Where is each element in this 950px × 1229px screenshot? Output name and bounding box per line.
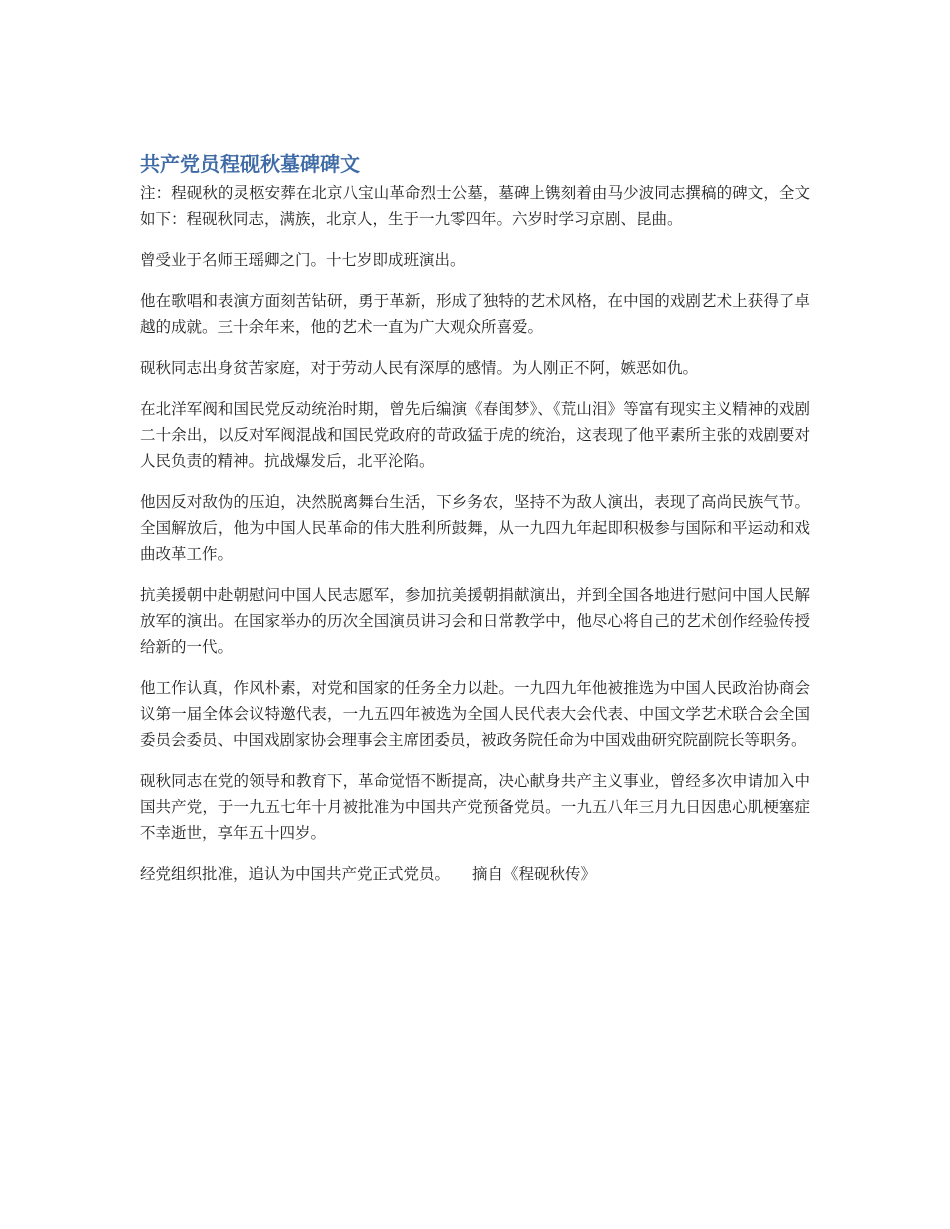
paragraph-1: 注：程砚秋的灵柩安葬在北京八宝山革命烈士公墓，墓碑上镌刻着由马少波同志撰稿的碑文，全文如下：程砚秋同志，满族，北京人，生于一九零四年。六岁时学习京剧、昆曲。: [140, 184, 810, 228]
document-title: 共产党员程砚秋墓碑碑文: [140, 152, 360, 176]
paragraph-6: 他因反对敌伪的压迫，决然脱离舞台生活，下乡务农，坚持不为敌人演出，表现了高尚民族气节。全国解放后，他为中国人民革命的伟大胜利所鼓舞，从一九四九年起即积极参与国际和平运动和戏曲改革工作。: [140, 493, 810, 563]
paragraph-8: 他工作认真，作风朴素，对党和国家的任务全力以赴。一九四九年他被推选为中国人民政治协商会议第一届全体会议特邀代表，一九五四年被选为全国人民代表大会代表、中国文学艺术联合会全国委员会委员、中国戏剧家协会理事会主席团委员，被政务院任命为中国戏曲研究院副院长等职务。: [140, 679, 810, 749]
paragraph-4: 砚秋同志出身贫苦家庭，对于劳动人民有深厚的感情。为人刚正不阿，嫉恶如仇。: [140, 359, 699, 377]
paragraph-7: 抗美援朝中赴朝慰问中国人民志愿军，参加抗美援朝捐献演出，并到全国各地进行慰问中国人民解放军的演出。在国家举办的历次全国演员讲习会和日常教学中，他尽心将自己的艺术创作经验传授给新的一代。: [140, 586, 810, 656]
paragraph-10: [140, 861, 810, 887]
source-citation: 摘自《程砚秋传》: [472, 865, 597, 883]
paragraph-3: 他在歌唱和表演方面刻苦钻研，勇于革新，形成了独特的艺术风格，在中国的戏剧艺术上获得了卓越的成就。三十余年来，他的艺术一直为广大观众所喜爱。: [140, 292, 810, 336]
paragraph-2: 曾受业于名师王瑶卿之门。十七岁即成班演出。: [140, 251, 466, 269]
document-page: [140, 150, 810, 902]
paragraph-9: 砚秋同志在党的领导和教育下，革命觉悟不断提高，决心献身共产主义事业，曾经多次申请加入中国共产党，于一九五七年十月被批准为中国共产党预备党员。一九五八年三月九日因患心肌梗塞症不幸逝世，享年五十四岁。: [140, 772, 810, 842]
paragraph-5: 在北洋军阀和国民党反动统治时期，曾先后编演《春闺梦》、《荒山泪》等富有现实主义精神的戏剧二十余出，以反对军阀混战和国民党政府的苛政猛于虎的统治，这表现了他平素所主张的戏剧要对人民负责的精神。抗战爆发后，北平沦陷。: [140, 400, 810, 470]
last-paragraph-text: 经党组织批准，追认为中国共产党正式党员。: [140, 865, 451, 883]
